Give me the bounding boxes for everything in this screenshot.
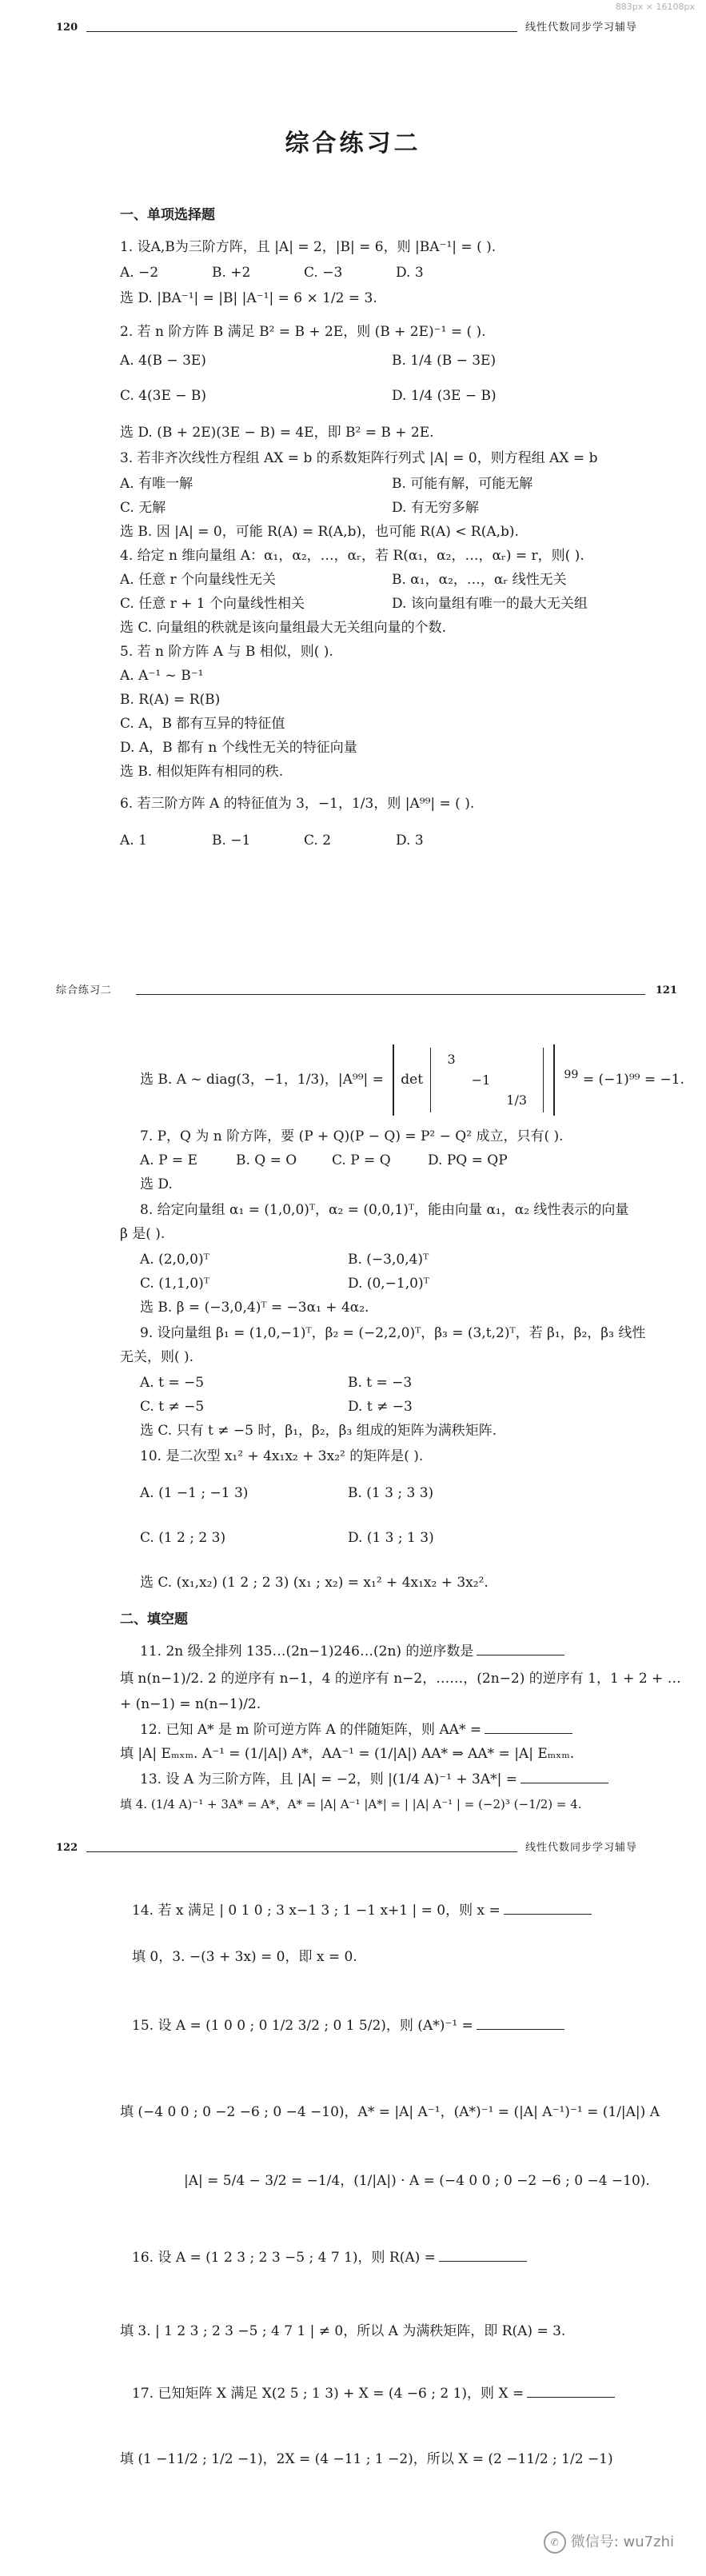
q11-label: 11. 2n 级全排列 135…(2n−1)246…(2n) 的逆序数是 <box>140 1643 474 1659</box>
q15-label: 15. 设 A = (1 0 0 ; 0 1/2 3/2 ; 0 1 5/2)，则 (A*)⁻¹ = <box>132 2018 473 2034</box>
answer-blank <box>504 1903 592 1915</box>
option: D. 3 <box>396 265 424 281</box>
answer-blank <box>477 1643 564 1655</box>
q4-options-row1 <box>120 571 632 589</box>
option: C. P = Q <box>332 1152 391 1168</box>
q8-answer: 选 B. β = (−3,0,4)ᵀ = −3α₁ + 4α₂. <box>140 1300 369 1316</box>
option: A. (2,0,0)ᵀ <box>140 1252 209 1268</box>
q6-text: 6. 若三阶方阵 A 的特征值为 3，−1，1/3，则 |A⁹⁹| = ( ). <box>120 796 475 812</box>
q3-text: 3. 若非齐次线性方程组 AX = b 的系数矩阵行列式 |A| = 0，则方程组 AX = b <box>120 450 598 466</box>
header-rule <box>86 1851 517 1852</box>
q6-answer <box>140 1044 684 1116</box>
answer-blank <box>477 2018 564 2030</box>
option: B. 1/4 (B − 3E) <box>392 353 497 369</box>
option: C. 无解 <box>120 500 166 516</box>
option: D. 1/4 (3E − B) <box>392 388 497 404</box>
option: D. 该向量组有唯一的最大无关组 <box>392 596 588 612</box>
q10-answer: 选 C. (x₁,x₂) (1 2 ; 2 3) (x₁ ; x₂) = x₁² + 4x₁x₂ + 3x₂². <box>140 1575 489 1591</box>
q13-answer: 填 4. (1/4 A)⁻¹ + 3A* = A*，A* = |A| A⁻¹ |A*| = | |A| A⁻¹ | = (−2)³ (−1/2) = 4. <box>120 1797 582 1811</box>
option: A. t = −5 <box>140 1375 205 1391</box>
page-121 <box>0 888 706 1767</box>
q17-label: 17. 已知矩阵 X 满足 X(2 5 ; 1 3) + X = (4 −6 ; 2 1)，则 X = <box>132 2386 525 2402</box>
q5-answer: 选 B. 相似矩阵有相同的秩. <box>120 764 284 780</box>
q14-text <box>132 1902 595 1920</box>
q10-text: 10. 是二次型 x₁² + 4x₁x₂ + 3x₂² 的矩阵是( ). <box>140 1448 424 1464</box>
q5-option-b: B. R(A) = R(B) <box>120 692 221 708</box>
header-rule <box>86 31 517 32</box>
option: B. (1 3 ; 3 3) <box>348 1485 434 1501</box>
q1-answer: 选 D. |BA⁻¹| = |B| |A⁻¹| = 6 × 1/2 = 3. <box>120 290 377 306</box>
q6-answer-prefix: 选 B. A ~ diag(3，−1，1/3)，|A⁹⁹| = <box>140 1071 384 1088</box>
diag-matrix <box>430 1048 544 1112</box>
q16-label: 16. 设 A = (1 2 3 ; 2 3 −5 ; 4 7 1)，则 R(A) = <box>132 2250 436 2266</box>
q11-answer: 填 n(n−1)/2. 2 的逆序有 n−1，4 的逆序有 n−2，……，(2n−2) 的逆序有 1，1 + 2 + … <box>120 1671 681 1687</box>
page-number: 121 <box>655 984 677 996</box>
q14-answer: 填 0，3. −(3 + 3x) = 0，即 x = 0. <box>132 1949 357 1965</box>
q5-option-a: A. A⁻¹ ~ B⁻¹ <box>120 668 204 684</box>
q4-options-row2 <box>120 595 632 613</box>
q4-text: 4. 给定 n 维向量组 A：α₁，α₂，…，αᵣ，若 R(α₁，α₂，…，αᵣ) = r，则( ). <box>120 548 584 564</box>
q14-label: 14. 若 x 满足 | 0 1 0 ; 3 x−1 3 ; 1 −1 x+1 | = 0，则 x = <box>132 1903 501 1919</box>
q8-text-cont: β 是( ). <box>120 1226 166 1242</box>
page-122 <box>0 1767 706 2576</box>
option: A. P = E <box>140 1152 197 1168</box>
q1-options <box>120 264 488 282</box>
book-title: 线性代数同步学习辅导 <box>525 22 637 34</box>
option: D. 有无穷多解 <box>392 500 479 516</box>
page-header <box>56 982 677 1001</box>
q8-options-row1 <box>140 1251 556 1269</box>
q11-text <box>140 1643 568 1661</box>
q2-text: 2. 若 n 阶方阵 B 满足 B² = B + 2E，则 (B + 2E)⁻¹ = ( ). <box>120 324 486 340</box>
header-rule <box>136 994 645 995</box>
q10-options-row2 <box>140 1529 556 1548</box>
q2-options-row1 <box>120 352 584 370</box>
answer-blank <box>439 2250 527 2262</box>
q16-text <box>132 2249 530 2267</box>
q6-answer-suffix: = (−1)⁹⁹ = −1. <box>582 1071 684 1088</box>
q9-options-row2 <box>140 1398 556 1416</box>
section-heading: 二、填空题 <box>120 1611 188 1627</box>
option: B. (−3,0,4)ᵀ <box>348 1252 429 1268</box>
exponent: 99 <box>564 1068 579 1082</box>
option: A. −2 <box>120 265 159 281</box>
q16-answer: 填 3. | 1 2 3 ; 2 3 −5 ; 4 7 1 | ≠ 0，所以 A 为满秩矩阵，即 R(A) = 3. <box>120 2323 566 2339</box>
q8-text: 8. 给定向量组 α₁ = (1,0,0)ᵀ，α₂ = (0,0,1)ᵀ，能由向量 α₁，α₂ 线性表示的向量 <box>140 1202 629 1218</box>
matrix-entry: 3 <box>447 1052 456 1067</box>
q13-label: 13. 设 A 为三阶方阵，且 |A| = −2，则 |(1/4 A)⁻¹ + 3A*| = <box>140 1771 518 1787</box>
watermark-text: 微信号: wu7zhi <box>570 2533 674 2550</box>
option: C. 任意 r + 1 个向量线性相关 <box>120 596 305 612</box>
option: B. −1 <box>212 833 251 849</box>
det-label: det <box>401 1071 424 1088</box>
option: A. 任意 r 个向量线性无关 <box>120 572 277 588</box>
q17-answer: 填 (1 −11/2 ; 1/2 −1)，2X = (4 −11 ; 1 −2)，所以 X = (2 −11/2 ; 1/2 −1) <box>120 2451 613 2467</box>
wechat-watermark <box>544 2531 674 2554</box>
page-header <box>56 1839 677 1859</box>
q3-options-row2 <box>120 499 600 517</box>
q2-answer: 选 D. (B + 2E)(3E − B) = 4E，即 B² = B + 2E. <box>120 425 434 441</box>
q1-text: 1. 设A,B为三阶方阵，且 |A| = 2，|B| = 6，则 |BA⁻¹| = ( ). <box>120 239 497 255</box>
q3-options-row1 <box>120 475 600 493</box>
q15-text <box>132 2017 568 2035</box>
q9-text-cont: 无关，则( ). <box>120 1349 194 1365</box>
option: C. 2 <box>304 833 332 849</box>
q4-answer: 选 C. 向量组的秩就是该向量组最大无关组向量的个数. <box>120 620 447 636</box>
option: B. t = −3 <box>348 1375 413 1391</box>
q8-options-row2 <box>140 1275 556 1293</box>
q3-answer: 选 B. 因 |A| = 0，可能 R(A) = R(A,b)，也可能 R(A) < R(A,b). <box>120 524 519 540</box>
q9-options-row1 <box>140 1374 556 1392</box>
answer-blank <box>527 2386 615 2398</box>
q15-answer: 填 (−4 0 0 ; 0 −2 −6 ; 0 −4 −10)，A* = |A| A⁻¹，(A*)⁻¹ = (|A| A⁻¹)⁻¹ = (1/|A|) A <box>120 2104 660 2120</box>
matrix-entry: −1 <box>471 1072 491 1088</box>
q7-answer: 选 D. <box>140 1176 173 1192</box>
q5-text: 5. 若 n 阶方阵 A 与 B 相似，则( ). <box>120 644 333 660</box>
option: C. (1 2 ; 2 3) <box>140 1530 226 1546</box>
page-120 <box>0 0 706 888</box>
option: D. t ≠ −3 <box>348 1399 413 1415</box>
option: A. 有唯一解 <box>120 476 193 492</box>
q11-answer-cont: + (n−1) = n(n−1)/2. <box>120 1696 261 1712</box>
q2-options-row2 <box>120 387 584 405</box>
option: B. α₁，α₂，…，αᵣ 线性无关 <box>392 572 567 588</box>
option: B. +2 <box>212 265 251 281</box>
q9-answer: 选 C. 只有 t ≠ −5 时，β₁，β₂，β₃ 组成的矩阵为满秩矩阵. <box>140 1423 497 1439</box>
answer-blank <box>485 1722 572 1734</box>
option: C. −3 <box>304 265 343 281</box>
option: A. 4(B − 3E) <box>120 353 206 369</box>
book-title: 综合练习二 <box>56 984 113 996</box>
q7-options <box>140 1152 524 1170</box>
option: C. t ≠ −5 <box>140 1399 205 1415</box>
option: A. 1 <box>120 833 147 849</box>
option: B. Q = O <box>236 1152 297 1168</box>
q12-answer: 填 |A| Eₘₓₘ. A⁻¹ = (1/|A|) A*，AA⁻¹ = (1/|A|) AA* ⇒ AA* = |A| Eₘₓₘ. <box>120 1746 575 1762</box>
book-title: 线性代数同步学习辅导 <box>525 1842 637 1854</box>
q15-answer-cont: |A| = 5/4 − 3/2 = −1/4，(1/|A|) · A = (−4 0 0 ; 0 −2 −6 ; 0 −4 −10). <box>184 2173 650 2189</box>
image-size-watermark: 883px × 16108px <box>615 2 695 12</box>
option: B. 可能有解，可能无解 <box>392 476 533 492</box>
q5-option-c: C. A，B 都有互异的特征值 <box>120 716 285 732</box>
option: D. (1 3 ; 1 3) <box>348 1530 434 1546</box>
det-bracket <box>393 1044 555 1116</box>
q7-text: 7. P，Q 为 n 阶方阵，要 (P + Q)(P − Q) = P² − Q² 成立，只有( ). <box>140 1128 564 1144</box>
option: D. 3 <box>396 833 424 849</box>
matrix-entry: 1/3 <box>506 1092 528 1108</box>
option: C. 4(3E − B) <box>120 388 207 404</box>
section-heading: 一、单项选择题 <box>120 207 215 223</box>
q9-text: 9. 设向量组 β₁ = (1,0,−1)ᵀ，β₂ = (−2,2,0)ᵀ，β₃ = (3,t,2)ᵀ，若 β₁，β₂，β₃ 线性 <box>140 1325 646 1341</box>
q5-option-d: D. A，B 都有 n 个线性无关的特征向量 <box>120 740 357 756</box>
option: C. (1,1,0)ᵀ <box>140 1276 209 1292</box>
q6-options <box>120 832 488 850</box>
option: A. (1 −1 ; −1 3) <box>140 1485 249 1501</box>
page-number: 120 <box>56 22 78 34</box>
page-number: 122 <box>56 1842 78 1854</box>
wechat-icon: ✆ <box>544 2531 566 2554</box>
q17-text <box>132 2385 618 2403</box>
page-header <box>56 19 677 38</box>
option: D. PQ = QP <box>428 1152 508 1168</box>
q12-text <box>140 1721 576 1739</box>
q10-options-row1 <box>140 1484 556 1503</box>
option: D. (0,−1,0)ᵀ <box>348 1276 429 1292</box>
page-title: 综合练习二 <box>285 130 421 158</box>
q12-label: 12. 已知 A* 是 m 阶可逆方阵 A 的伴随矩阵，则 AA* = <box>140 1722 482 1738</box>
